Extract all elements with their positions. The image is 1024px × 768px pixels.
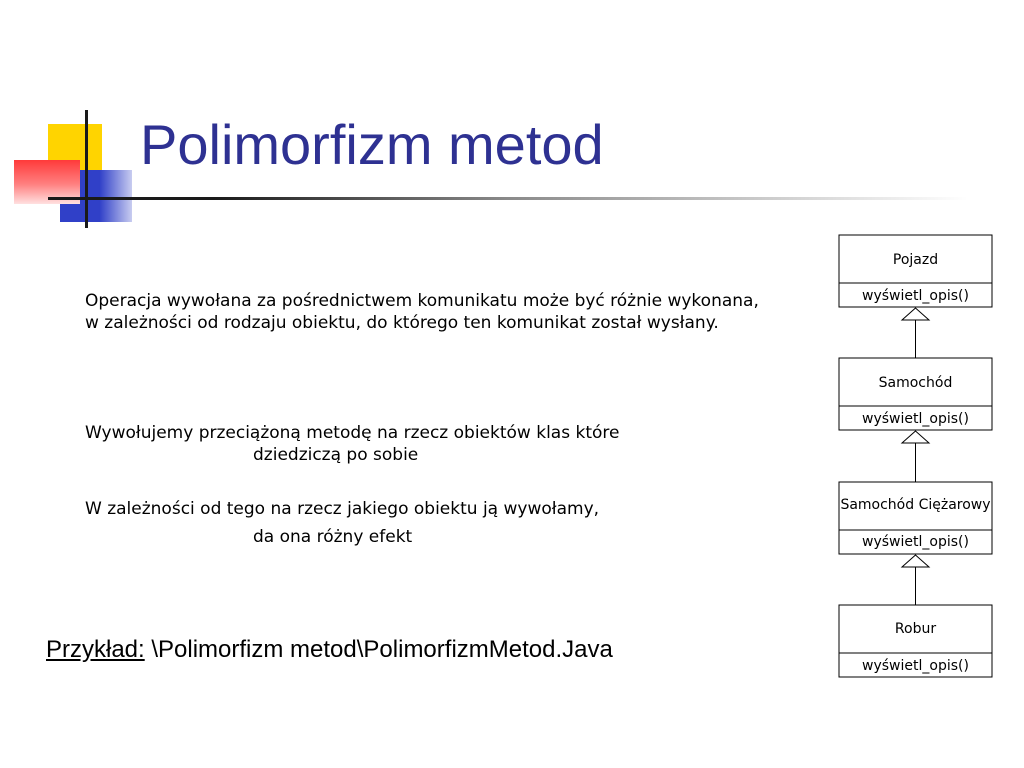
uml-class-robur <box>839 605 992 677</box>
uml-class-samochod <box>839 358 992 430</box>
paragraph-overload-line2: dziedziczą po sobie <box>253 445 419 465</box>
slide-title: Polimorfizm metod <box>140 113 604 176</box>
uml-class-method: wyświetl_opis() <box>862 658 969 674</box>
paragraph-effect-line2: da ona różny efekt <box>253 527 413 547</box>
uml-inheritance-arrow <box>902 308 929 358</box>
uml-class-name: Robur <box>894 621 937 637</box>
paragraph-overload-line1: Wywołujemy przeciążoną metodę na rzecz obiektów klas które <box>85 423 620 443</box>
uml-class-name: Pojazd <box>892 252 939 268</box>
uml-class-pojazd <box>839 235 992 307</box>
uml-inheritance-arrow <box>902 555 929 605</box>
example-path: \Polimorfizm metod\PolimorfizmMetod.Java <box>144 636 613 663</box>
uml-class-method: wyświetl_opis() <box>862 534 969 550</box>
uml-class-name: Samochód <box>878 375 953 391</box>
uml-class-samochod-ciezarowy <box>839 482 992 554</box>
uml-inheritance-arrow <box>902 431 929 482</box>
paragraph-effect-line1: W zależności od tego na rzecz jakiego obiektu ją wywołamy, <box>85 499 600 519</box>
uml-class-name: Samochód Ciężarowy <box>840 497 991 513</box>
paragraph-operation: Operacja wywołana za pośrednictwem komunikatu może być różnie wykonana, w zależności od rodzaju obiektu, do którego ten komunikat został wysłany. <box>85 291 759 333</box>
uml-class-method: wyświetl_opis() <box>862 411 969 427</box>
example-link[interactable]: Przykład: <box>46 636 145 663</box>
uml-class-method: wyświetl_opis() <box>862 288 969 304</box>
